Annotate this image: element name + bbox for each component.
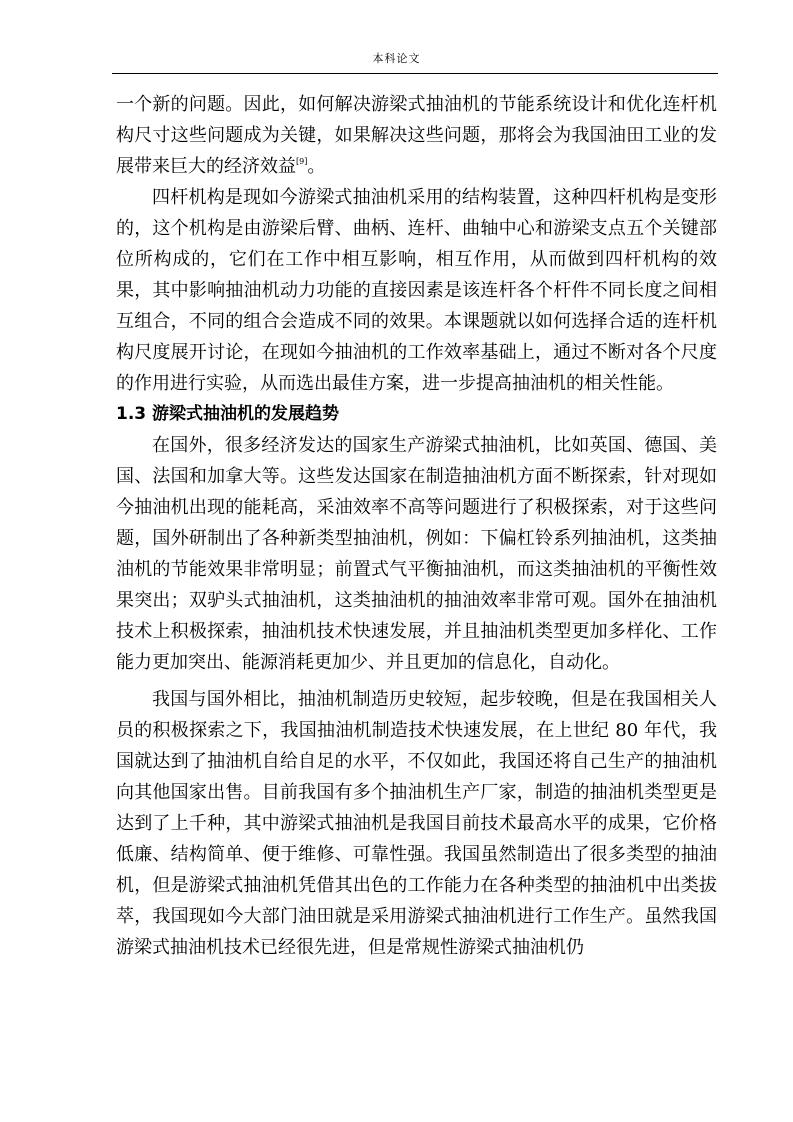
- paragraph-1-end: 。: [307, 156, 326, 177]
- paragraph-1: [116, 89, 717, 182]
- paragraph-2: 四杆机构是现如今游梁式抽油机采用的结构装置，这种四杆机构是变形的，这个机构是由游梁后臂、曲柄、连杆、曲轴中心和游梁支点五个关键部位所构成的，它们在工作中相互影响，相互作用，从而做到四杆机构的效果，其中影响抽油机动力功能的直接因素是该连杆各个杆件不同长度之间相互组合，不同的组合会造成不同的效果。本课题就以如何选择合适的连杆机构尺度展开讨论，在现如今抽油机的工作效率基础上，通过不断对各个尺度的作用进行实验，从而选出最佳方案，进一步提高抽油机的相关性能。: [116, 187, 717, 394]
- header-divider: [112, 73, 718, 74]
- paragraph-3: 在国外，很多经济发达的国家生产游梁式抽油机，比如英国、德国、美国、法国和加拿大等。这些发达国家在制造抽油机方面不断探索，针对现如今抽油机出现的能耗高，采油效率不高等问题进行了积极探索，对于这些问题，国外研制出了各种新类型抽油机，例如：下偏杠铃系列抽油机，这类抽油机的节能效果非常明显；前置式气平衡抽油机，而这类抽油机的平衡性效果突出；双驴头式抽油机，这类抽油机的抽油效率非常可观。国外在抽油机技术上积极探索，抽油机技术快速发展，并且抽油机类型更加多样化、工作能力更加突出、能源消耗更加少、并且更加的信息化，自动化。: [116, 435, 717, 673]
- paragraph-1-text: 一个新的问题。因此，如何解决游梁式抽油机的节能系统设计和优化连杆机构尺寸这些问题成为关键，如果解决这些问题，那将会为我国油田工业的发展带来巨大的经济效益: [116, 94, 717, 177]
- citation-ref: [9]: [296, 157, 308, 166]
- page-header: 本科论文: [372, 52, 421, 65]
- paragraph-4: 我国与国外相比，抽油机制造历史较短，起步较晚，但是在我国相关人员的积极探索之下，我国抽油机制造技术快速发展，在上世纪 80 年代，我国就达到了抽油机自给自足的水平，不仅如此，我国还将自己生产的抽油机向其他国家出售。目前我国有多个抽油机生产厂家，制造的抽油机类型更是达到了上千种，其中游梁式抽油机是我国目前技术最高水平的成果，它价格低廉、结构简单、便于维修、可靠性强。我国虽然制造出了很多类型的抽油机，但是游梁式抽油机凭借其出色的工作能力在各种类型的抽油机中出类拔萃，我国现如今大部门油田就是采用游梁式抽油机进行工作生产。虽然我国游梁式抽油机技术已经很先进，但是常规性游梁式抽油机仍: [116, 689, 717, 958]
- document-body: [116, 89, 717, 963]
- section-heading: 1.3 游梁式抽油机的发展趋势: [116, 404, 340, 424]
